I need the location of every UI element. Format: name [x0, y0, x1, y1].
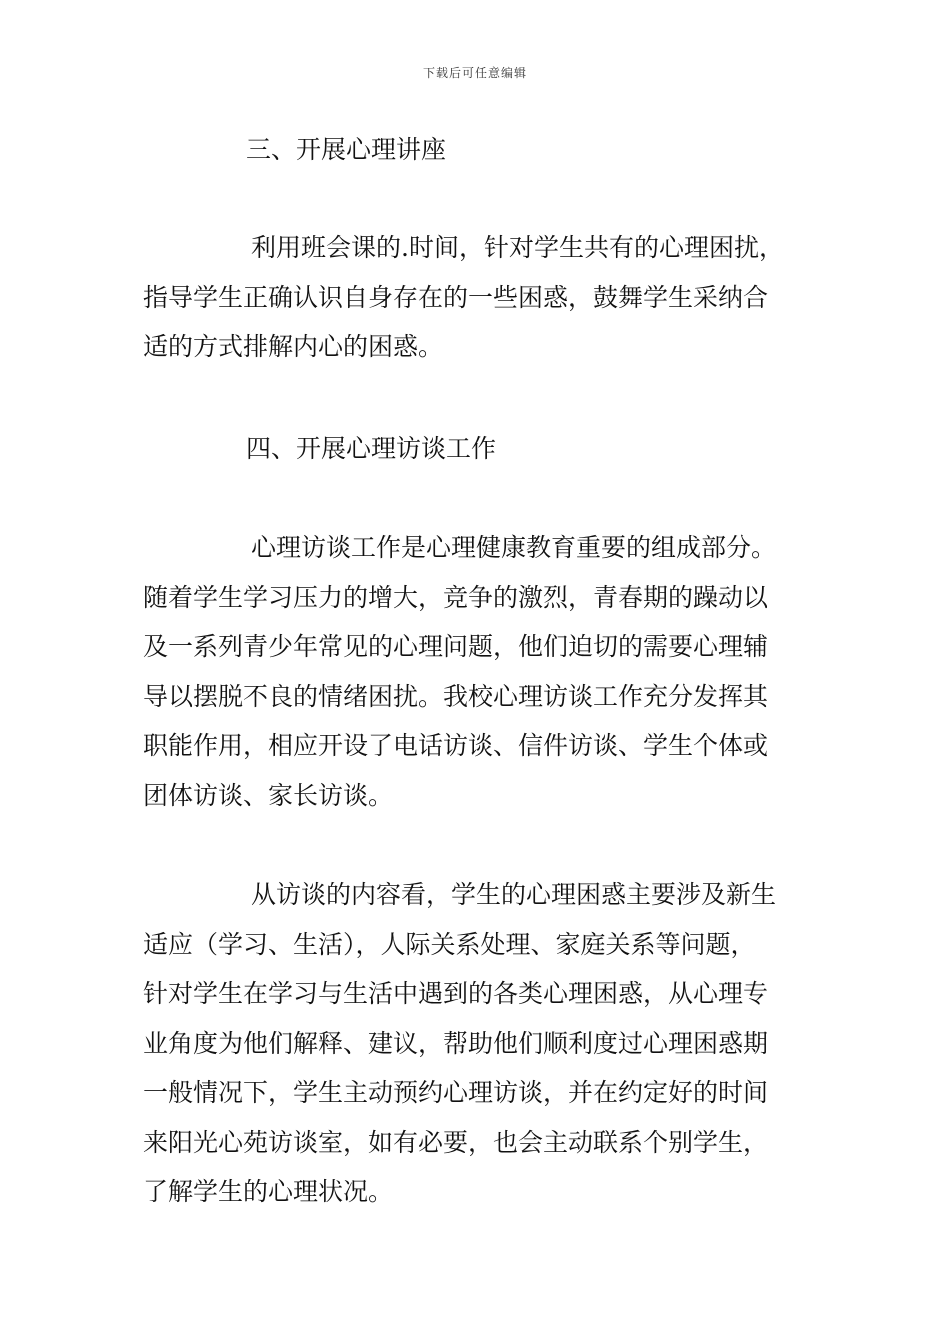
paragraph-line: 业角度为他们解释、建议，帮助他们顺利度过心理困惑期 — [143, 1028, 769, 1058]
paragraph-line: 职能作用，相应开设了电话访谈、信件访谈、学生个体或 — [143, 731, 769, 760]
paragraph-lecture — [143, 223, 808, 372]
paragraph-line: 导以摆脱不良的情绪困扰。我校心理访谈工作充分发挥其 — [143, 681, 769, 711]
section-heading-lecture: 三、开展心理讲座 — [246, 135, 447, 164]
paragraph-interview-intro — [143, 523, 808, 820]
paragraph-line: 团体访谈、家长访谈。 — [143, 780, 394, 810]
paragraph-line: 来阳光心苑访谈室，如有必要，也会主动联系个别学生， — [143, 1127, 769, 1157]
paragraph-line: 指导学生正确认识自身存在的一些困惑，鼓舞学生采纳合 — [143, 282, 769, 312]
section-heading-interview: 四、开展心理访谈工作 — [246, 434, 497, 463]
paragraph-line: 一般情况下，学生主动预约心理访谈，并在约定好的时间 — [143, 1078, 769, 1107]
paragraph-line: 利用班会课的.时间，针对学生共有的心理困扰， — [251, 233, 784, 262]
paragraph-line: 适应（学习、生活），人际关系处理、家庭关系等问题， — [143, 929, 756, 959]
paragraph-line: 了解学生的心理状况。 — [143, 1177, 394, 1206]
paragraph-line: 及一系列青少年常见的心理问题，他们迫切的需要心理辅 — [143, 632, 769, 661]
paragraph-line: 从访谈的内容看，学生的心理困惑主要涉及新生 — [251, 880, 777, 909]
page-header-note: 下载后可任意编辑 — [422, 66, 527, 80]
paragraph-line: 针对学生在学习与生活中遇到的各类心理困惑，从心理专 — [143, 979, 769, 1008]
paragraph-line: 随着学生学习压力的增大，竞争的激烈，青春期的躁动以 — [143, 582, 769, 612]
paragraph-line: 适的方式排解内心的困惑。 — [143, 332, 444, 361]
paragraph-interview-content — [143, 870, 808, 1217]
paragraph-line: 心理访谈工作是心理健康教育重要的组成部分。 — [251, 533, 777, 562]
